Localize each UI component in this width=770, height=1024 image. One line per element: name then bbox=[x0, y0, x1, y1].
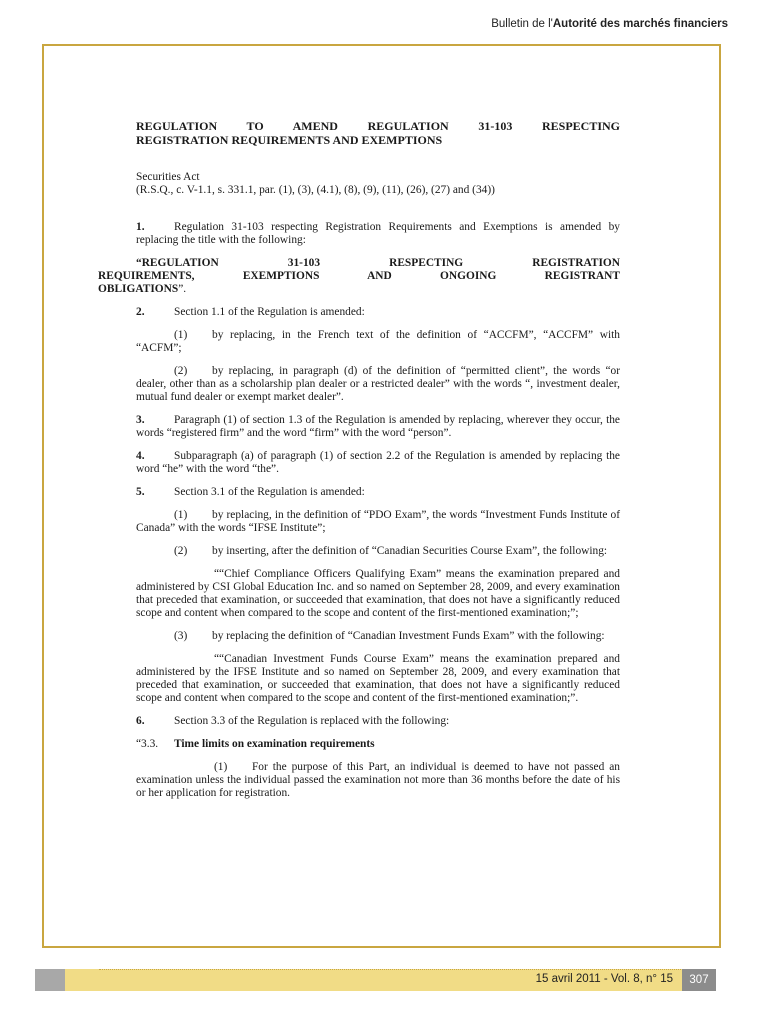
section-number: 1. bbox=[136, 221, 145, 233]
quote-line-2: REQUIREMENTS, EXEMPTIONS AND ONGOING REGISTRANT bbox=[98, 270, 620, 282]
new-title-quote bbox=[98, 257, 620, 296]
document-title bbox=[136, 120, 620, 147]
header-org: Autorité des marchés financiers bbox=[552, 18, 728, 30]
paragraph-text: by inserting, after the definition of “Canadian Securities Course Exam”, the following: bbox=[212, 545, 608, 557]
section-number: 3. bbox=[136, 414, 145, 426]
document-body bbox=[98, 119, 623, 810]
definition-ccoqe: ““Chief Compliance Officers Qualifying Exam” means the examination prepared and administered by CSI Global Education Inc. and so named on September 28, 2009, and every examination that preceded that examination, or succeeded that examination, that does not have a significantly reduced scope and content when compared to the scope and content of the first-mentioned examination;”; bbox=[136, 568, 620, 619]
paragraph-text: by replacing, in the French text of the definition of “ACCFM”, “ACCFM” with “ACFM”; bbox=[136, 329, 620, 354]
paragraph-number: (2) bbox=[174, 545, 188, 557]
title-line-1: REGULATION TO AMEND REGULATION 31-103 RESPECTING bbox=[136, 119, 620, 133]
title-line-2: REGISTRATION REQUIREMENTS AND EXEMPTIONS bbox=[136, 132, 443, 147]
section-5-paragraph-2 bbox=[136, 545, 620, 558]
section-2-paragraph-1 bbox=[136, 329, 620, 355]
section-text: Section 3.1 of the Regulation is amended: bbox=[174, 486, 365, 498]
quote-line-1: “REGULATION 31-103 RESPECTING REGISTRATION bbox=[136, 257, 620, 269]
section-4 bbox=[136, 450, 620, 476]
quote-line-3: OBLIGATIONS bbox=[98, 283, 179, 295]
heading-number: “3.3. bbox=[136, 738, 159, 750]
section-text: Section 1.1 of the Regulation is amended: bbox=[174, 306, 365, 318]
paragraph-number: (1) bbox=[174, 329, 188, 341]
new-section-paragraph-1: (1) For the purpose of this Part, an individual is deemed to have not passed an examination unless the individual passed the examination not more than 36 months before the date of his or her application for registration. bbox=[136, 761, 623, 799]
footer-dotted-rule bbox=[99, 969, 709, 970]
footer-issue: 15 avril 2011 - Vol. 8, n° 15 bbox=[535, 973, 673, 985]
definition-cifce: ““Canadian Investment Funds Course Exam” means the examination prepared and administered by the IFSE Institute and so named on September 28, 2009, and every examination that preceded that examination, or succeeded that examination, that does not have a significantly reduced scope and content when compared to the scope and content of the first-mentioned examination;”. bbox=[136, 653, 620, 704]
section-text: Paragraph (1) of section 1.3 of the Regulation is amended by replacing, wherever they occur, the words “registered firm” and the word “firm” with the word “person”. bbox=[136, 414, 620, 439]
paragraph-text: by replacing, in the definition of “PDO Exam”, the words “Investment Funds Institute of Canada” with the words “IFSE Institute”; bbox=[136, 509, 620, 534]
enabling-act bbox=[136, 171, 620, 197]
section-text: Subparagraph (a) of paragraph (1) of section 2.2 of the Regulation is amended by replacing the word “he” with the word “the”. bbox=[136, 450, 620, 475]
section-1 bbox=[136, 221, 620, 247]
section-6 bbox=[136, 715, 620, 728]
paragraph-number: (3) bbox=[174, 630, 188, 642]
footer-gray-block bbox=[35, 969, 65, 991]
paragraph-number: (1) bbox=[174, 509, 188, 521]
section-number: 2. bbox=[136, 306, 145, 318]
section-number: 4. bbox=[136, 450, 145, 462]
paragraph-text: by replacing the definition of “Canadian Investment Funds Exam” with the following: bbox=[212, 630, 605, 642]
section-number: 6. bbox=[136, 715, 145, 727]
paragraph-text: by replacing, in paragraph (d) of the definition of “permitted client”, the words “or dealer, other than as a scholarship plan dealer or a restricted dealer” with the words “, investment dealer, mutual fund dealer or exempt market dealer”. bbox=[136, 365, 620, 403]
section-2-paragraph-2 bbox=[136, 365, 620, 404]
heading-text: Time limits on examination requirements bbox=[174, 738, 375, 750]
paragraph-number: (2) bbox=[174, 365, 188, 377]
section-3 bbox=[136, 414, 620, 440]
section-5-paragraph-3 bbox=[136, 630, 620, 643]
section-text: Regulation 31-103 respecting Registration Requirements and Exemptions is amended by replacing the title with the following: bbox=[136, 221, 620, 246]
running-header bbox=[491, 18, 728, 30]
new-section-heading bbox=[136, 738, 620, 751]
footer-bar bbox=[35, 969, 716, 991]
quote-end: ”. bbox=[178, 283, 187, 295]
section-5-paragraph-1 bbox=[136, 509, 620, 535]
act-name: Securities Act bbox=[136, 171, 200, 183]
section-5 bbox=[136, 486, 620, 499]
section-2 bbox=[136, 306, 620, 319]
section-text: Section 3.3 of the Regulation is replaced with the following: bbox=[174, 715, 450, 727]
act-reference: (R.S.Q., c. V-1.1, s. 331.1, par. (1), (3), (4.1), (8), (9), (11), (26), (27) and (34)) bbox=[136, 184, 495, 196]
page-number: 307 bbox=[682, 969, 716, 991]
header-prefix: Bulletin de l' bbox=[491, 18, 553, 30]
section-number: 5. bbox=[136, 486, 145, 498]
